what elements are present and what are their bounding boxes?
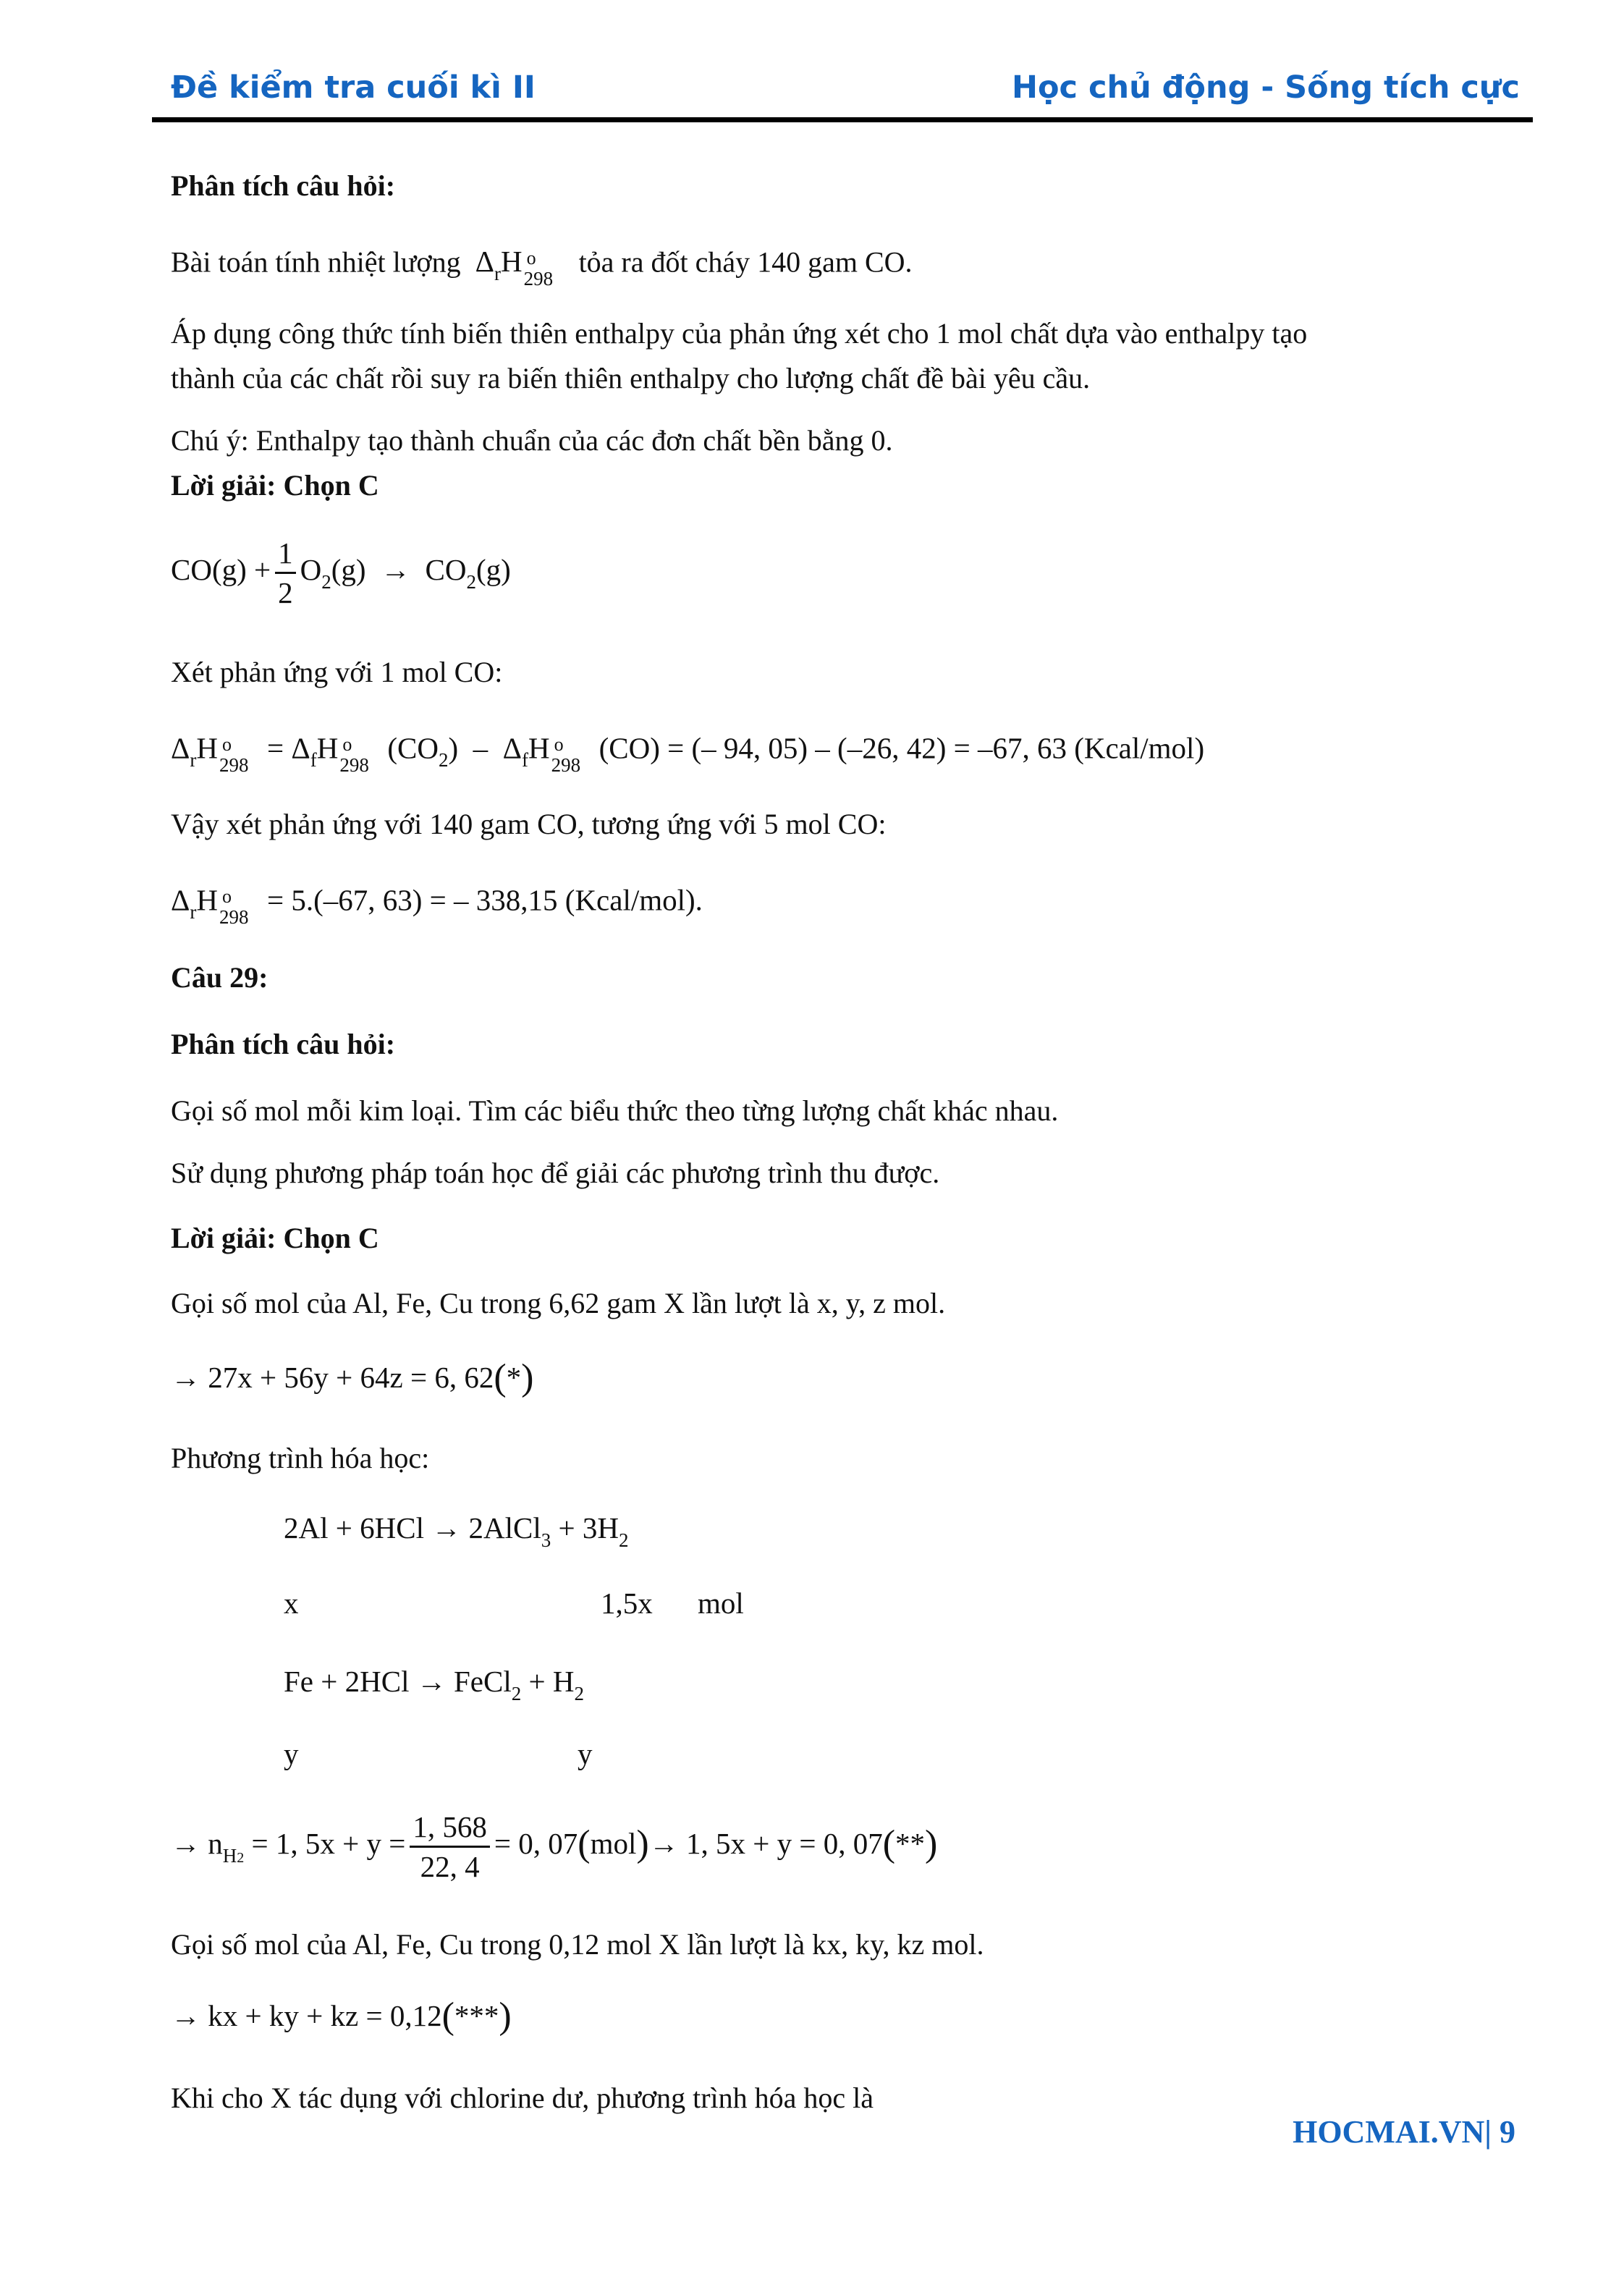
method-line-1: Áp dụng công thức tính biến thiên enthalpy của phản ứng xét cho 1 mol chất dựa vào enthalpy tạo — [171, 317, 1308, 350]
hydrogen-equation: → $n_{H2} = 1$, 5x + y = $\frac{1, 568}{22, 4}$ = 0, 07(mol)→ 1, 5x + y = 0, 07(**) — [171, 1810, 938, 1883]
analysis-heading-2: Phân tích câu hỏi: — [171, 1028, 396, 1060]
reaction-al-x: x — [284, 1586, 299, 1620]
analysis-line-2: Sử dụng phương pháp toán học để giải các phương trình thu được. — [171, 1157, 940, 1189]
question-29-title: Câu 29: — [171, 961, 268, 994]
footer-page-number — [1293, 2113, 1515, 2150]
problem-statement: Bài toán tính nhiệt lượng $\Delta_rH$ o 298 tỏa ra đốt cháy 140 gam CO. — [171, 245, 913, 290]
header-slogan: Học chủ động - Sống tích cực — [1011, 69, 1520, 106]
consider-140g: Vậy xét phản ứng với 140 gam CO, tương ứng với 5 mol CO: — [171, 808, 887, 840]
reaction-fe: Fe + 2HCl → FeCl$_2$ + $H_2$ — [284, 1665, 584, 1704]
note: Chú ý: Enthalpy tạo thành chuẩn của các đơn chất bền bằng 0. — [171, 424, 893, 457]
reaction-al-unit: mol — [698, 1586, 744, 1620]
analysis-heading: Phân tích câu hỏi: — [171, 169, 396, 202]
mass-equation: → 27x + 56y + 64z = 6, 62(*) — [171, 1357, 534, 1398]
reaction-fe-h2: y — [578, 1737, 593, 1770]
solution-label: Lời giải: Chọn C — [171, 469, 379, 502]
header-title: Đề kiểm tra cuối kì II — [171, 69, 536, 106]
footer-brand: HOCMAI.VN — [1293, 2114, 1485, 2150]
reaction-equation-co: CO(g) + $\frac{1}{2}$ $O_2(g) \to CO_2(g)$ — [171, 536, 511, 609]
reaction-al-h2: 1,5x — [601, 1586, 653, 1620]
header-divider — [152, 117, 1533, 122]
analysis-line-1: Gọi số mol mỗi kim loại. Tìm các biểu thức theo từng lượng chất khác nhau. — [171, 1094, 1059, 1127]
enthalpy-result: $\Delta_rH$ o 298 = 5.(–67, 63) = – 338,15 (Kcal/mol). — [171, 883, 703, 928]
page-number: | 9 — [1484, 2114, 1515, 2150]
reaction-al: 2Al + 6HCl → 2AlCl$_3$ + $3H_2$ — [284, 1511, 629, 1551]
consider-1mol: Xét phản ứng với 1 mol CO: — [171, 656, 503, 688]
chlorine-sentence: Khi cho X tác dụng với chlorine dư, phương trình hóa học là — [171, 2082, 874, 2114]
enthalpy-symbol: $\Delta_rH$ o 298 — [475, 245, 554, 290]
enthalpy-equation: $\Delta_rH$ o 298 = $\Delta_fH$ o 298 $(CO_2) - \Delta_fH$ o 298 (CO) = (– 94, 05) – (–26, 42) = –67, 63 (Kcal/mol) — [171, 731, 1205, 776]
reactions-label: Phương trình hóa học: — [171, 1442, 430, 1474]
reaction-fe-y: y — [284, 1737, 299, 1770]
mol-definition-k: Gọi số mol của Al, Fe, Cu trong 0,12 mol X lần lượt là kx, ky, kz mol. — [171, 1928, 984, 1961]
solution-label-2: Lời giải: Chọn C — [171, 1222, 379, 1254]
mol-definition: Gọi số mol của Al, Fe, Cu trong 6,62 gam X lần lượt là x, y, z mol. — [171, 1287, 946, 1319]
k-equation: → kx + ky + kz = 0,12(***) — [171, 1995, 512, 2037]
method-line-2: thành của các chất rồi suy ra biến thiên enthalpy cho lượng chất đề bài yêu cầu. — [171, 362, 1091, 394]
